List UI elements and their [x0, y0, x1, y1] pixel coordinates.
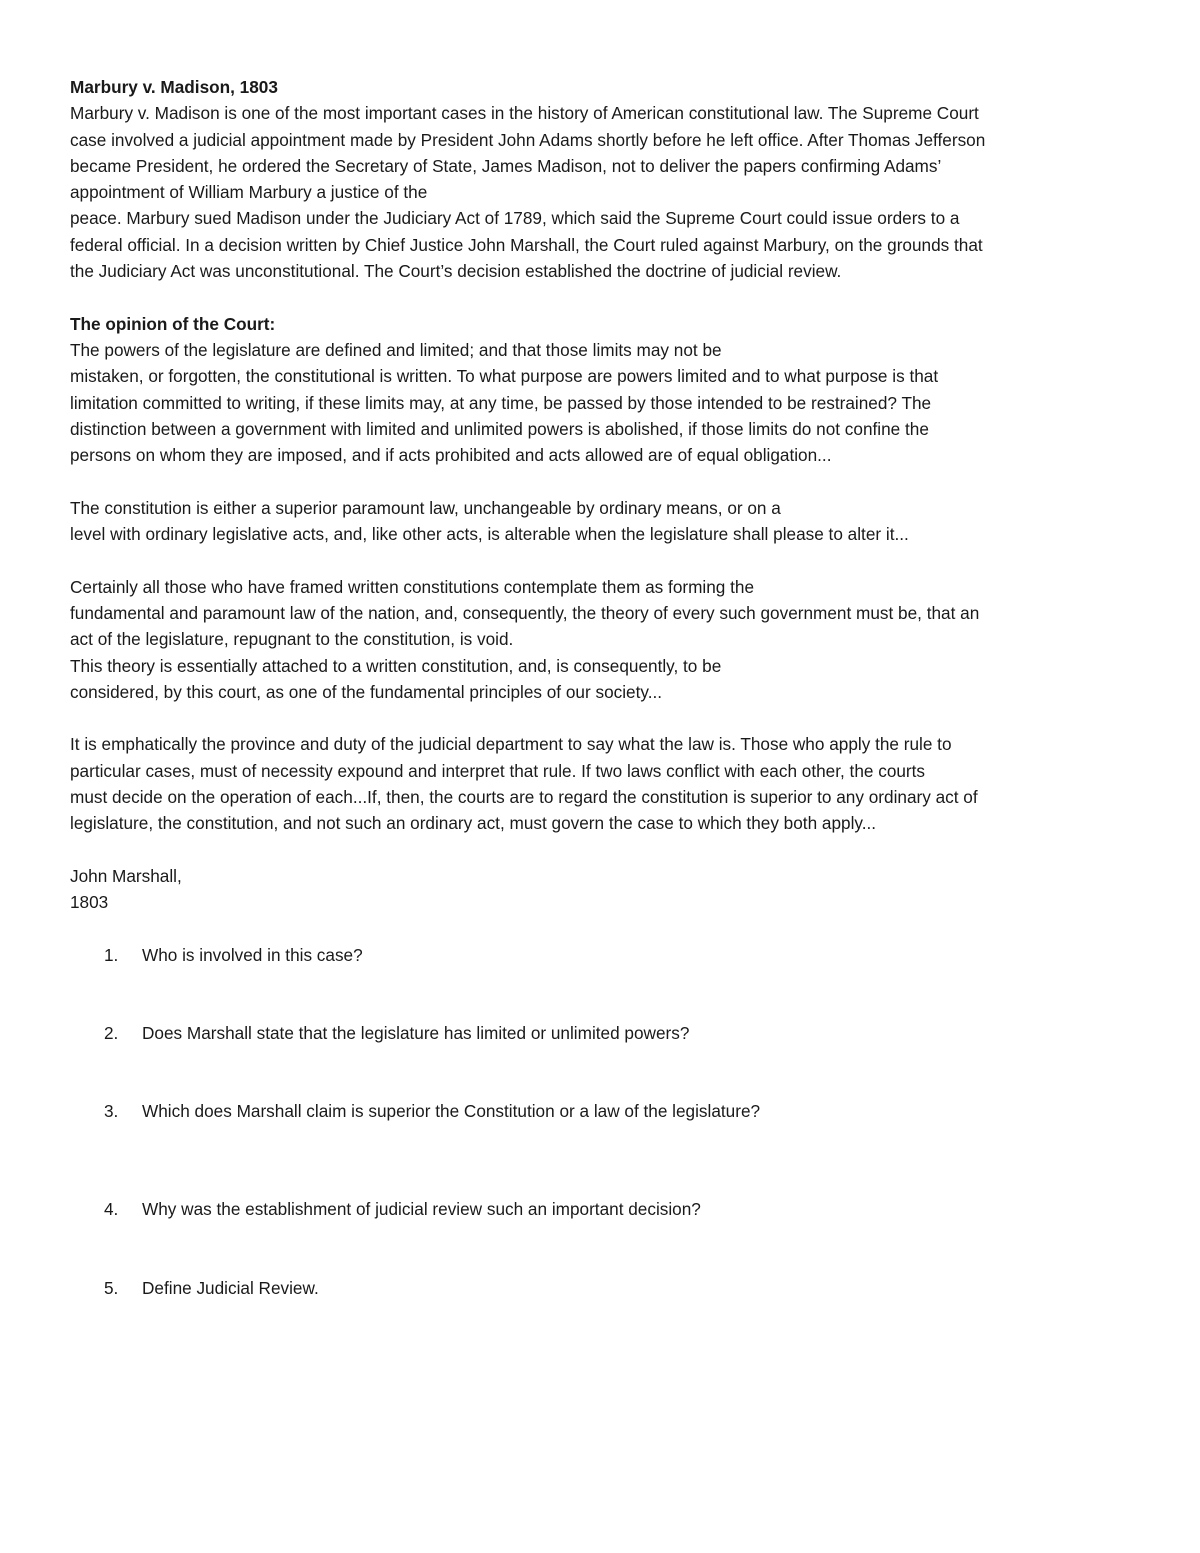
question-number: 2. [104, 1022, 119, 1043]
intro-line: appointment of William Marbury a justice of the [70, 182, 428, 203]
intro-line: became President, he ordered the Secretary of State, James Madison, not to deliver the papers confirming Adams’ [70, 155, 942, 176]
question-number: 3. [104, 1101, 119, 1122]
question-number: 4. [104, 1199, 119, 1220]
opinion-line: limitation committed to writing, if these limits may, at any time, be passed by those intended to be restrained? The [70, 392, 932, 413]
question-item [70, 1020, 1140, 1046]
opinion-line: The constitution is either a superior paramount law, unchangeable by ordinary means, or on a [70, 497, 781, 518]
opinion-line: Certainly all those who have framed written constitutions contemplate them as forming the [70, 576, 755, 597]
opinion-paragraph-4 [70, 731, 1140, 836]
opinion-line: mistaken, or forgotten, the constitutional is written. To what purpose are powers limited and to what purpose is that [70, 366, 939, 387]
intro-line: the Judiciary Act was unconstitutional. The Court’s decision established the doctrine of judicial review. [70, 261, 842, 282]
signature-year: 1803 [70, 892, 109, 913]
opinion-paragraph-3 [70, 574, 1140, 705]
signature-name: John Marshall, [70, 865, 182, 886]
question-text: Define Judicial Review. [142, 1277, 319, 1298]
question-text: Which does Marshall claim is superior the Constitution or a law of the legislature? [142, 1101, 761, 1122]
question-item [70, 942, 1140, 968]
opinion-line: must decide on the operation of each...If, then, the courts are to regard the constitution is superior to any ordinary act of [70, 787, 978, 808]
question-item [70, 1275, 1140, 1301]
opinion-line: legislature, the constitution, and not such an ordinary act, must govern the case to which they both apply... [70, 813, 877, 834]
question-text: Does Marshall state that the legislature has limited or unlimited powers? [142, 1022, 690, 1043]
opinion-heading: The opinion of the Court: [70, 313, 276, 334]
question-item [70, 1098, 1140, 1124]
opinion-line: persons on whom they are imposed, and if acts prohibited and acts allowed are of equal obligation... [70, 445, 832, 466]
document-title: Marbury v. Madison, 1803 [70, 77, 278, 97]
intro-line: Marbury v. Madison is one of the most important cases in the history of American constitutional law. The Supreme Court [70, 103, 979, 124]
opinion-line: considered, by this court, as one of the fundamental principles of our society... [70, 681, 663, 702]
question-text: Who is involved in this case? [142, 944, 363, 965]
question-number: 1. [104, 944, 119, 965]
document-page [70, 74, 1140, 1301]
question-number: 5. [104, 1277, 119, 1298]
question-item [70, 1196, 1140, 1222]
opinion-line: act of the legislature, repugnant to the constitution, is void. [70, 629, 514, 650]
signature-block [70, 863, 1140, 916]
opinion-line: This theory is essentially attached to a written constitution, and, is consequently, to be [70, 655, 722, 676]
opinion-line: The powers of the legislature are defined and limited; and that those limits may not be [70, 339, 722, 360]
opinion-line: It is emphatically the province and duty of the judicial department to say what the law is. Those who apply the rule to [70, 734, 952, 755]
opinion-line: level with ordinary legislative acts, and, like other acts, is alterable when the legislature shall please to alter it... [70, 524, 909, 545]
opinion-line: fundamental and paramount law of the nation, and, consequently, the theory of every such government must be, that an [70, 602, 980, 623]
intro-line: case involved a judicial appointment made by President John Adams shortly before he left office. After Thomas Jefferson [70, 129, 986, 150]
intro-paragraph [70, 100, 1140, 284]
opinion-paragraph-2 [70, 495, 1140, 548]
question-list [70, 942, 1140, 1301]
opinion-line: distinction between a government with limited and unlimited powers is abolished, if those limits do not confine the [70, 418, 929, 439]
opinion-line: particular cases, must of necessity expound and interpret that rule. If two laws conflict with each other, the courts [70, 760, 926, 781]
intro-line: federal official. In a decision written by Chief Justice John Marshall, the Court ruled against Marbury, on the grounds that [70, 234, 983, 255]
opinion-paragraph-1 [70, 337, 1140, 468]
question-text: Why was the establishment of judicial review such an important decision? [142, 1199, 701, 1220]
intro-line: peace. Marbury sued Madison under the Judiciary Act of 1789, which said the Supreme Court could issue orders to a [70, 208, 960, 229]
